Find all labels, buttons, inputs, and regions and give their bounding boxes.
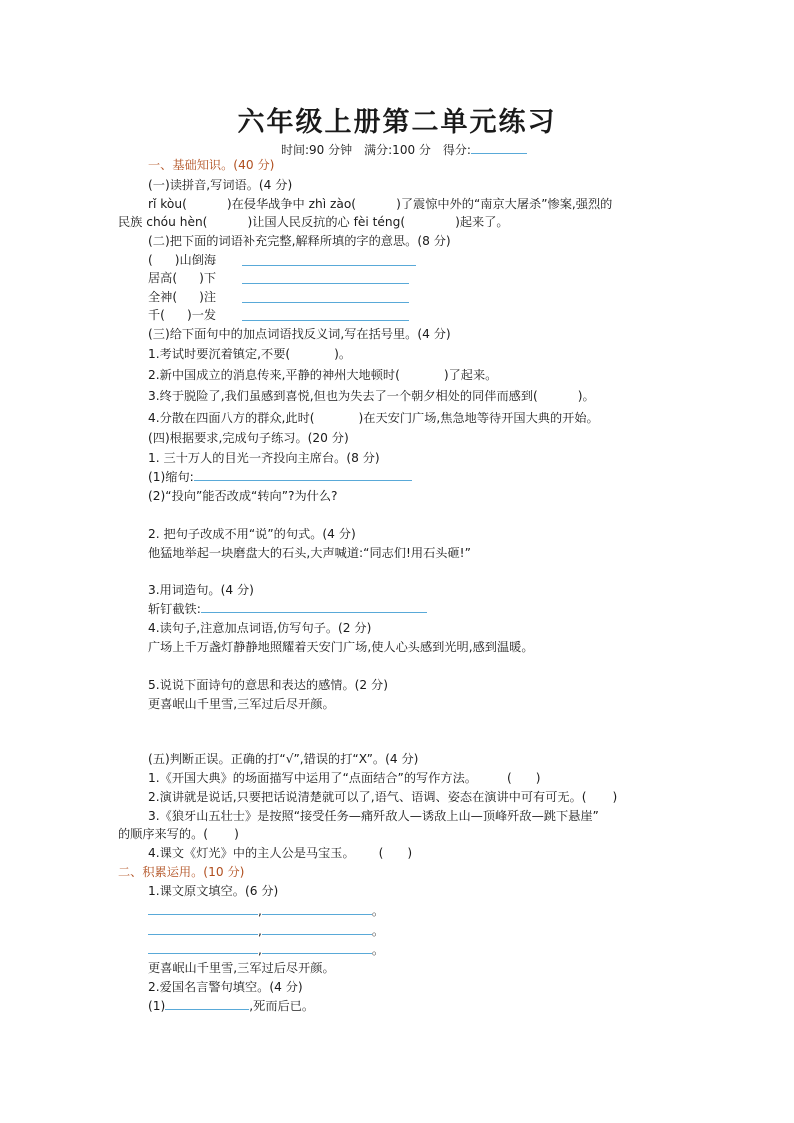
antonym-text: )了起来。: [443, 368, 498, 382]
paren-open: (: [506, 771, 512, 785]
recite-blank[interactable]: [262, 903, 372, 915]
q1-title: (一)读拼音,写词语。(4 分): [148, 178, 293, 192]
q5-title: (五)判断正误。正确的打“√”,错误的打“X”。(4 分): [148, 752, 419, 766]
recite-row: [148, 942, 384, 959]
antonym-item: [148, 346, 351, 363]
q4-s1b: (2)“投向”能否改成“转向”?为什么?: [148, 489, 338, 503]
idiom-pre: 全神(: [148, 290, 178, 304]
comma: ,: [258, 904, 262, 918]
paren-open: (: [378, 846, 384, 860]
idiom-pre: 居高(: [148, 271, 178, 285]
period: 。: [371, 924, 385, 938]
q4-s5: 5.说说下面诗句的意思和表达的感情。(2 分): [148, 678, 388, 692]
antonym-text: )。: [334, 347, 352, 361]
judge-item-cont: [118, 826, 239, 843]
quote-row: [148, 998, 314, 1015]
q4-s4: 4.读句子,注意加点词语,仿写句子。(2 分): [148, 621, 372, 635]
time-info: 时间:90 分钟: [281, 143, 353, 157]
idiom-item: [148, 307, 216, 324]
idiom-post: )一发: [186, 308, 217, 322]
q3-title: (三)给下面句中的加点词语找反义词,写在括号里。(4 分): [148, 327, 451, 341]
section-heading-2: 二、积累运用。(10 分): [118, 865, 245, 879]
section-heading-1: 一、基础知识。(40 分): [148, 158, 275, 172]
exam-meta: [281, 141, 527, 158]
antonym-text: 3.终于脱险了,我们虽感到喜悦,但也为失去了一个朝夕相处的同伴而感到(: [148, 389, 538, 403]
comma: ,: [258, 924, 262, 938]
judge-text: 4.课文《灯光》中的主人公是马宝玉。: [148, 846, 355, 860]
shrink-label: (1)缩句:: [148, 470, 194, 484]
q4-s2a: 他猛地举起一块磨盘大的石头,大声喊道:“同志们!用石头砸!”: [148, 546, 471, 560]
paren-close: ): [612, 790, 618, 804]
explain-line[interactable]: [242, 320, 409, 321]
period: 。: [371, 904, 385, 918]
quote-index: (1): [148, 999, 166, 1013]
judge-item: 3.《狼牙山五壮士》是按照“接受任务—痛歼敌人—诱敌上山—顶峰歼敌—跳下悬崖”: [148, 809, 599, 823]
p2-q2: 2.爱国名言警句填空。(4 分): [148, 980, 303, 994]
antonym-text: )。: [577, 389, 595, 403]
judge-item: [148, 845, 412, 862]
paren-close: ): [407, 846, 413, 860]
pinyin-2: )在侵华战争中 zhì zào(: [226, 197, 357, 211]
recite-blank[interactable]: [148, 923, 258, 935]
quote-text: ,死而后已。: [249, 999, 315, 1013]
paren-close: ): [234, 827, 239, 841]
pinyin-1: rǐ kòu(: [148, 197, 187, 211]
recite-blank[interactable]: [262, 923, 372, 935]
antonym-item: [148, 388, 595, 405]
judge-text: 2.演讲就是说话,只要把话说清楚就可以了,语气、语调、姿态在演讲中可有可无。(: [148, 790, 587, 804]
q4-s5a: 更喜岷山千里雪,三军过后尽开颜。: [148, 697, 335, 711]
shrink-answer-line[interactable]: [194, 469, 412, 481]
idiom-post: )山倒海: [174, 253, 217, 267]
recite-blank[interactable]: [148, 942, 258, 954]
page-title: 六年级上册第二单元练习: [237, 107, 557, 138]
recite-tail: 更喜岷山千里雪,三军过后尽开颜。: [148, 961, 335, 975]
idiom-item: [148, 289, 216, 306]
period: 。: [371, 943, 385, 957]
score-info: 满分:100 分: [364, 143, 431, 157]
judge-item: [148, 789, 617, 806]
antonym-item: [148, 410, 599, 427]
p2-q1: 1.课文原文填空。(6 分): [148, 884, 279, 898]
idiom-post: )注: [199, 290, 217, 304]
antonym-item: [148, 367, 497, 384]
sentence-text: )了震惊中外的“南京大屠杀”惨案,强烈的: [396, 197, 613, 211]
got-label: 得分:: [442, 143, 471, 157]
antonym-text: 1.考试时要沉着镇定,不要(: [148, 347, 291, 361]
score-blank[interactable]: [471, 142, 527, 154]
idiom-item: [148, 252, 216, 269]
paren-close: ): [535, 771, 541, 785]
explain-line[interactable]: [242, 302, 409, 303]
judge-text: 1.《开国大典》的场面描写中运用了“点面结合”的写作方法。: [148, 771, 477, 785]
sentence-answer-line[interactable]: [201, 601, 427, 613]
q4-title: (四)根据要求,完成句子练习。(20 分): [148, 431, 349, 445]
q4-s3a: [148, 601, 427, 618]
antonym-text: 4.分散在四面八方的群众,此时(: [148, 411, 315, 425]
idiom-pre: (: [148, 253, 153, 267]
word-label: 斩钉截铁:: [148, 602, 201, 616]
q2-title: (二)把下面的词语补充完整,解释所填的字的意思。(8 分): [148, 234, 451, 248]
recite-row: [148, 923, 384, 940]
recite-row: [148, 903, 384, 920]
judge-item: [148, 770, 540, 787]
quote-blank[interactable]: [165, 998, 249, 1010]
idiom-post: )下: [199, 271, 217, 285]
recite-blank[interactable]: [148, 903, 258, 915]
q4-s3: 3.用词造句。(4 分): [148, 583, 254, 597]
pinyin-3: 民族 chóu hèn(: [118, 215, 208, 229]
explain-line[interactable]: [242, 265, 416, 266]
comma: ,: [258, 943, 262, 957]
q4-s4a: 广场上千万盏灯静静地照耀着天安门广场,使人心头感到光明,感到温暖。: [148, 640, 534, 654]
q4-s1a: [148, 469, 412, 486]
antonym-text: 2.新中国成立的消息传来,平静的神州大地顿时(: [148, 368, 400, 382]
q4-s1: 1. 三十万人的目光一齐投向主席台。(8 分): [148, 451, 380, 465]
sentence-text: )起来了。: [455, 215, 509, 229]
q4-s2: 2. 把句子改成不用“说”的句式。(4 分): [148, 527, 356, 541]
antonym-text: )在天安门广场,焦急地等待开国大典的开始。: [358, 411, 599, 425]
idiom-item: [148, 270, 216, 287]
judge-text: 的顺序来写的。(: [118, 827, 209, 841]
pinyin-4: )让国人民反抗的心 fèi téng(: [247, 215, 406, 229]
explain-line[interactable]: [242, 283, 409, 284]
q1-line-2: [118, 214, 509, 231]
recite-blank[interactable]: [262, 942, 372, 954]
idiom-pre: 千(: [148, 308, 165, 322]
q1-line-1: [148, 196, 612, 213]
